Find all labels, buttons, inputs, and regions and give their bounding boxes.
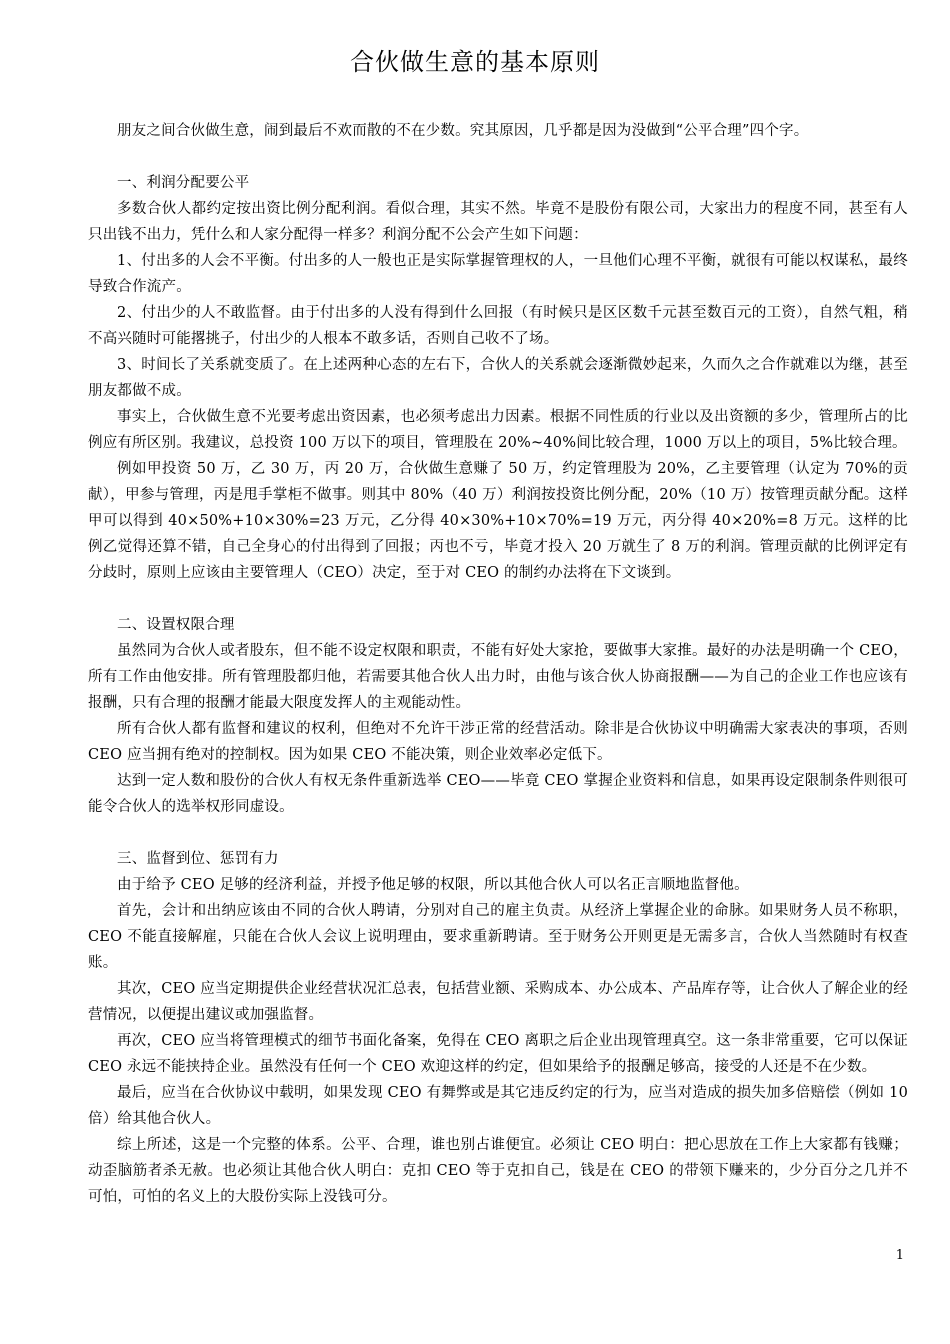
section-1-paragraph-3: 2、付出少的人不敢监督。由于付出多的人没有得到什么回报（有时候只是区区数千元甚至数百元的工资），自然气粗，稍不高兴随时可能撂挑子，付出少的人根本不敢多话，否则自己收不了场。 bbox=[88, 305, 908, 347]
section-3-paragraph-1: 由于给予 CEO 足够的经济利益，并授予他足够的权限，所以其他合伙人可以名正言顺地监督他。 bbox=[117, 877, 749, 893]
document-body bbox=[88, 118, 908, 1210]
spacer bbox=[88, 144, 908, 170]
section-3-heading: 三、监督到位、惩罚有力 bbox=[117, 851, 279, 867]
section-3-paragraph-2: 首先，会计和出纳应该由不同的合伙人聘请，分别对自己的雇主负责。从经济上掌握企业的命脉。如果财务人员不称职，CEO 不能直接解雇，只能在合伙人会议上说明理由，要求重新聘请。至于财务公开则更是无需多言，合伙人当然随时有权查账。 bbox=[88, 903, 908, 971]
section-2-paragraph-1: 虽然同为合伙人或者股东，但不能不设定权限和职责，不能有好处大家抢，要做事大家推。最好的办法是明确一个 CEO，所有工作由他安排。所有管理股都归他，若需要其他合伙人出力时，由他与该合伙人协商报酬——为自己的企业工作也应该有报酬，只有合理的报酬才能最大限度发挥人的主观能动性。 bbox=[88, 643, 908, 711]
section-3-paragraph-3: 其次，CEO 应当定期提供企业经营状况汇总表，包括营业额、采购成本、办公成本、产品库存等，让合伙人了解企业的经营情况，以便提出建议或加强监督。 bbox=[88, 981, 908, 1023]
section-1-paragraph-1: 多数合伙人都约定按出资比例分配利润。看似合理，其实不然。毕竟不是股份有限公司，大家出力的程度不同，甚至有人只出钱不出力，凭什么和人家分配得一样多？利润分配不公会产生如下问题： bbox=[88, 201, 908, 243]
section-1-paragraph-2: 1、付出多的人会不平衡。付出多的人一般也正是实际掌握管理权的人，一旦他们心理不平衡，就很有可能以权谋私，最终导致合作流产。 bbox=[88, 253, 908, 295]
intro-paragraph: 朋友之间合伙做生意，闹到最后不欢而散的不在少数。究其原因，几乎都是因为没做到“公平合理”四个字。 bbox=[117, 123, 809, 139]
section-1-heading: 一、利润分配要公平 bbox=[117, 175, 250, 191]
page-number: 1 bbox=[895, 1248, 904, 1263]
section-3-paragraph-6: 综上所述，这是一个完整的体系。公平、合理，谁也别占谁便宜。必须让 CEO 明白：把心思放在工作上大家都有钱赚；动歪脑筋者杀无赦。也必须让其他合伙人明白：克扣 CEO 等于克扣自己，钱是在 CEO 的带领下赚来的，少分百分之几并不可怕，可怕的名义上的大股份实际上没钱可分。 bbox=[88, 1137, 908, 1205]
section-3-paragraph-4: 再次，CEO 应当将管理模式的细节书面化备案，免得在 CEO 离职之后企业出现管理真空。这一条非常重要，它可以保证 CEO 永远不能挟持企业。虽然没有任何一个 CEO 欢迎这样的约定，但如果给予的报酬足够高，接受的人还是不在少数。 bbox=[88, 1033, 908, 1075]
spacer bbox=[88, 820, 908, 846]
section-2-heading: 二、设置权限合理 bbox=[117, 617, 235, 633]
section-1-paragraph-4: 3、时间长了关系就变质了。在上述两种心态的左右下，合伙人的关系就会逐渐微妙起来，久而久之合作就难以为继，甚至朋友都做不成。 bbox=[88, 357, 908, 399]
section-2-paragraph-2: 所有合伙人都有监督和建议的权利，但绝对不允许干涉正常的经营活动。除非是合伙协议中明确需大家表决的事项，否则 CEO 应当拥有绝对的控制权。因为如果 CEO 不能决策，则企业效率必定低下。 bbox=[88, 721, 908, 763]
section-1-paragraph-6: 例如甲投资 50 万，乙 30 万，丙 20 万，合伙做生意赚了 50 万，约定管理股为 20%，乙主要管理（认定为 70%的贡献），甲参与管理，丙是甩手掌柜不做事。则其中 80%（40 万）利润按投资比例分配，20%（10 万）按管理贡献分配。这样甲可以得到 40×50%+10×30%=23 万元，乙分得 40×30%+10×70%=19 万元，丙分得 40×20%=8 万元。这样的比例乙觉得还算不错，自己全身心的付出得到了回报；丙也不亏，毕竟才投入 20 万就生了 8 万的利润。管理贡献的比例评定有分歧时，原则上应该由主要管理人（CEO）决定，至于对 CEO 的制约办法将在下文谈到。 bbox=[88, 461, 908, 581]
document-title: 合伙做生意的基本原则 bbox=[350, 48, 600, 76]
spacer bbox=[88, 586, 908, 612]
section-1-paragraph-5: 事实上，合伙做生意不光要考虑出资因素，也必须考虑出力因素。根据不同性质的行业以及出资额的多少，管理所占的比例应有所区别。我建议，总投资 100 万以下的项目，管理股在 20%~40%间比较合理，1000 万以上的项目，5%比较合理。 bbox=[88, 409, 908, 451]
section-2-paragraph-3: 达到一定人数和股份的合伙人有权无条件重新选举 CEO——毕竟 CEO 掌握企业资料和信息，如果再设定限制条件则很可能令合伙人的选举权形同虚设。 bbox=[88, 773, 908, 815]
section-3-paragraph-5: 最后，应当在合伙协议中载明，如果发现 CEO 有舞弊或是其它违反约定的行为，应当对造成的损失加多倍赔偿（例如 10 倍）给其他合伙人。 bbox=[88, 1085, 908, 1127]
